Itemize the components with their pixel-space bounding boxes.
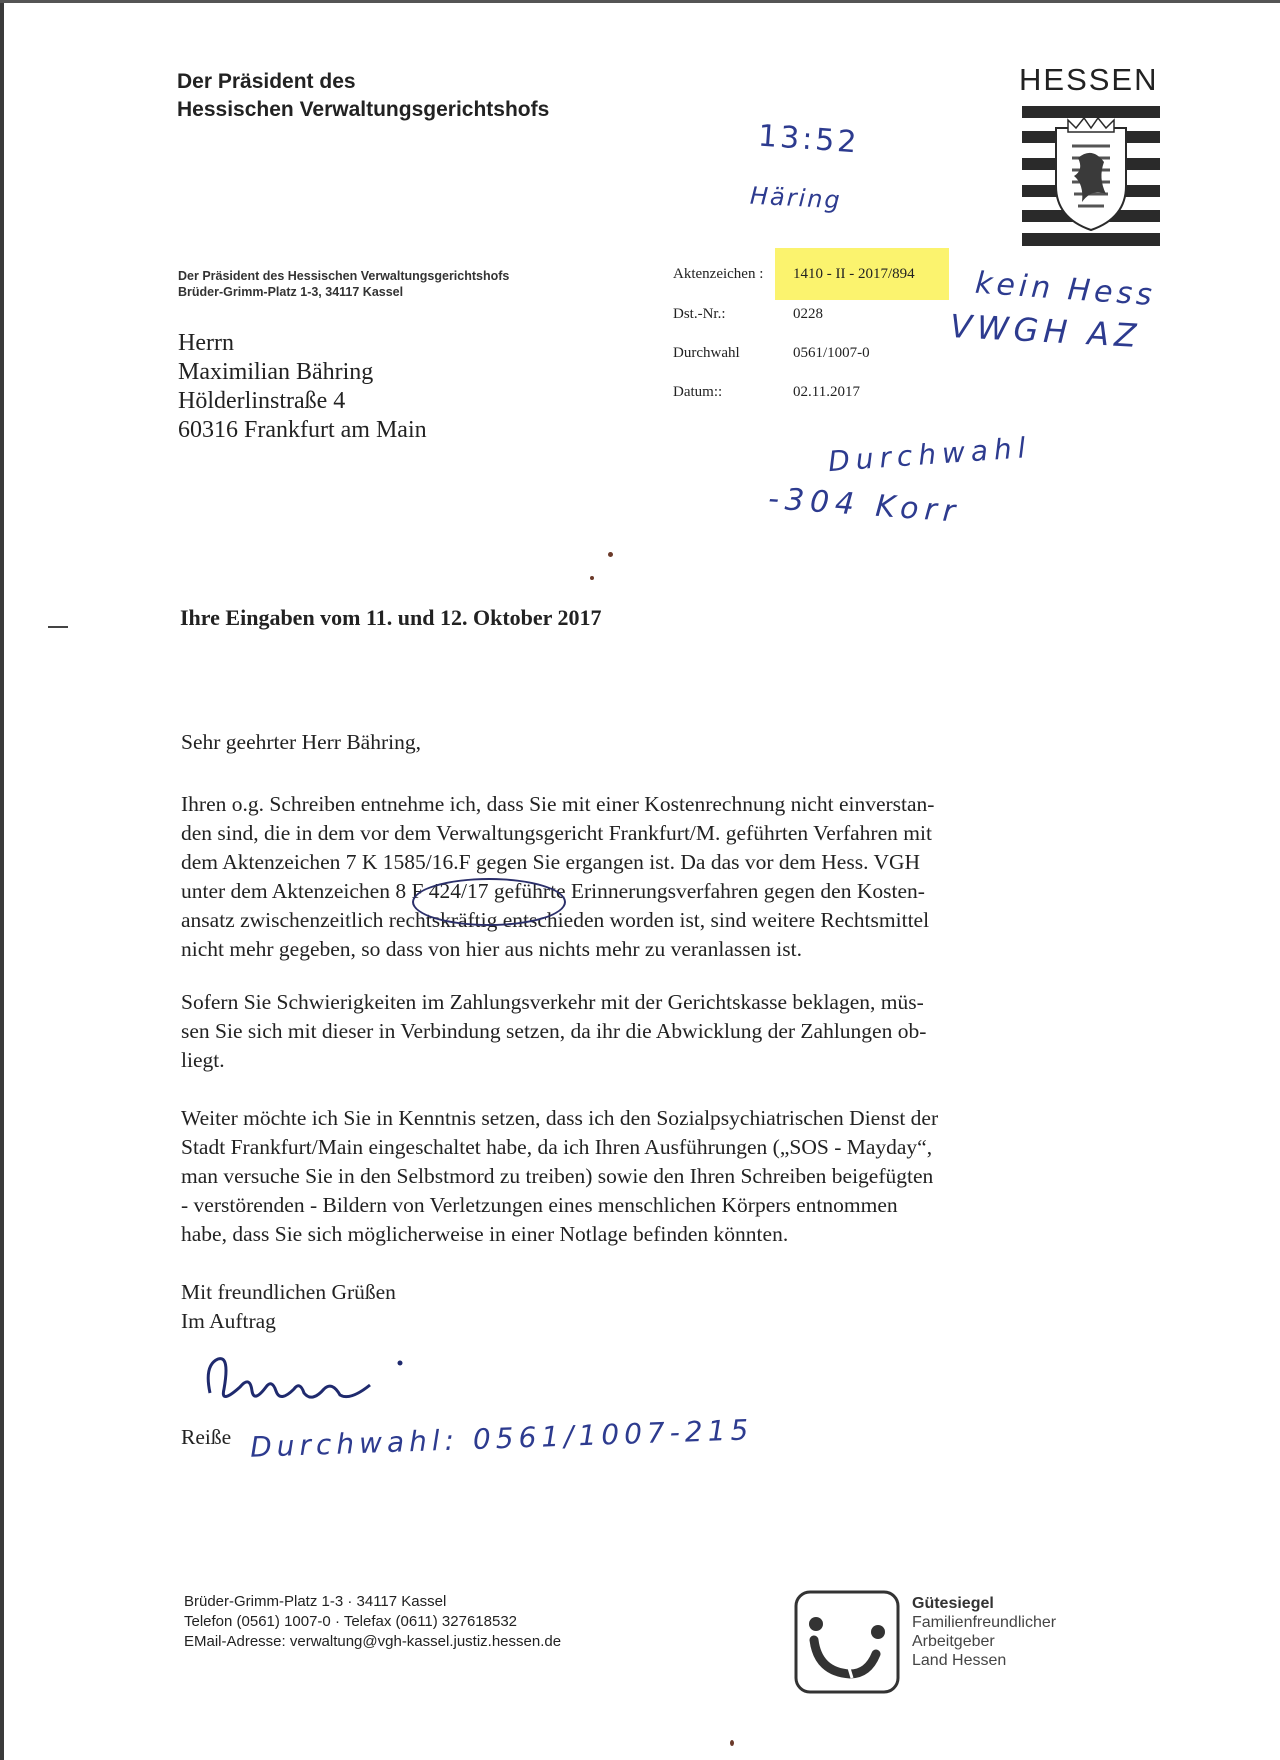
recipient-street: Hölderlinstraße 4 — [178, 388, 346, 414]
handwritten-durchwahl-2: -304 Korr — [767, 481, 963, 530]
paragraph-2 — [181, 988, 1081, 1075]
sender-line-2: Hessischen Verwaltungsgerichtshofs — [177, 98, 550, 121]
fold-mark — [48, 626, 68, 628]
handwritten-note-1: kein Hess — [973, 265, 1158, 314]
return-address-line-1: Der Präsident des Hessischen Verwaltungsgerichtshofs — [178, 269, 510, 283]
dst-label: Dst.-Nr.: — [673, 306, 726, 322]
handwritten-note-2: VWGH AZ — [949, 307, 1143, 355]
footer-email: EMail-Adresse: verwaltung@vgh-kassel.justiz.hessen.de — [184, 1633, 562, 1650]
scan-edge — [0, 0, 4, 1760]
paragraph-line: man versuche Sie in den Selbstmord zu treiben) sowie den Ihren Schreiben beigefügten — [181, 1164, 934, 1188]
footer-contact — [184, 1592, 561, 1652]
letter-subject: Ihre Eingaben vom 11. und 12. Oktober 2017 — [180, 605, 602, 630]
aktenzeichen-value: 1410 - II - 2017/894 — [793, 266, 915, 282]
recipient-salutation: Herrn — [178, 330, 234, 356]
paragraph-line: liegt. — [181, 1048, 225, 1072]
paragraph-line: sen Sie sich mit dieser in Verbindung setzen, da ihr die Abwicklung der Zahlungen ob- — [181, 1019, 927, 1043]
paragraph-line: - verstörenden - Bildern von Verletzungen eines menschlichen Körpers entnommen — [181, 1193, 898, 1217]
familienfreundlich-seal-icon — [792, 1588, 902, 1696]
recipient-city: 60316 Frankfurt am Main — [178, 417, 427, 443]
sender-line-1: Der Präsident des — [177, 70, 356, 93]
scan-speck — [730, 1740, 734, 1746]
paragraph-line: nicht mehr gegeben, so dass von hier aus nichts mehr zu veranlassen ist. — [181, 937, 802, 961]
paragraph-line: Sofern Sie Schwierigkeiten im Zahlungsverkehr mit der Gerichtskasse beklagen, müs- — [181, 990, 924, 1014]
paragraph-line: den sind, die in dem vor dem Verwaltungsgericht Frankfurt/M. geführten Verfahren mit — [181, 821, 932, 845]
signature-icon — [200, 1345, 420, 1415]
paragraph-line: Ihren o.g. Schreiben entnehme ich, dass Sie mit einer Kostenrechnung nicht einverstan- — [181, 792, 935, 816]
footer-address: Brüder-Grimm-Platz 1-3 · 34117 Kassel — [184, 1593, 447, 1610]
state-name: HESSEN — [1019, 62, 1159, 97]
return-address — [178, 268, 509, 300]
scan-speck — [608, 552, 613, 557]
closing-line-2: Im Auftrag — [181, 1309, 276, 1333]
recipient-name: Maximilian Bähring — [178, 359, 374, 385]
scan-speck — [590, 576, 594, 580]
scan-edge-top — [0, 0, 1280, 3]
dst-value: 0228 — [793, 306, 823, 322]
paragraph-line: ansatz zwischenzeitlich rechtskräftig entschieden worden ist, sind weitere Rechtsmittel — [181, 908, 930, 932]
seal-title: Gütesiegel — [912, 1595, 994, 1612]
letterhead-sender — [177, 68, 549, 124]
handwritten-circle-mark — [412, 878, 566, 926]
paragraph-line: unter dem Aktenzeichen 8 F 424/17 geführte Erinnerungsverfahren gegen den Kosten- — [181, 879, 925, 903]
footer-phone: Telefon (0561) 1007-0 · Telefax (0611) 327618532 — [184, 1613, 518, 1630]
datum-label: Datum:: — [673, 384, 723, 400]
seal-text — [912, 1594, 1056, 1670]
handwritten-name: Häring — [749, 181, 843, 215]
seal-line-3: Land Hessen — [912, 1652, 1007, 1669]
paragraph-3 — [181, 1104, 1081, 1249]
datum-value: 02.11.2017 — [793, 384, 860, 400]
letter-greeting: Sehr geehrter Herr Bähring, — [181, 730, 421, 754]
recipient-address — [178, 329, 427, 445]
paragraph-line: Weiter möchte ich Sie in Kenntnis setzen, dass ich den Sozialpsychiatrischen Dienst der — [181, 1106, 939, 1130]
paragraph-line: dem Aktenzeichen 7 K 1585/16.F gegen Sie ergangen ist. Da das vor dem Hess. VGH — [181, 850, 921, 874]
paragraph-line: habe, dass Sie sich möglicherweise in einer Notlage befinden könnten. — [181, 1222, 789, 1246]
durchwahl-label: Durchwahl — [673, 345, 740, 361]
handwritten-bottom-note: Durchwahl: 0561/1007-215 — [249, 1413, 754, 1464]
seal-line-2: Arbeitgeber — [912, 1633, 995, 1650]
closing-line-1: Mit freundlichen Grüßen — [181, 1280, 396, 1304]
aktenzeichen-label: Aktenzeichen : — [673, 266, 764, 282]
signatory-name: Reiße — [181, 1425, 232, 1449]
handwritten-time: 13:52 — [756, 118, 861, 161]
return-address-line-2: Brüder-Grimm-Platz 1-3, 34117 Kassel — [178, 285, 404, 299]
seal-line-1: Familienfreundlicher — [912, 1614, 1057, 1631]
letter-closing — [181, 1278, 1081, 1336]
paragraph-line: Stadt Frankfurt/Main eingeschaltet habe, da ich Ihren Ausführungen („SOS - Mayday“, — [181, 1135, 933, 1159]
hessen-coat-of-arms-icon — [1022, 106, 1160, 246]
paragraph-1 — [181, 790, 1081, 964]
handwritten-durchwahl-1: Durchwahl — [827, 430, 1033, 479]
durchwahl-value: 0561/1007-0 — [793, 345, 870, 361]
